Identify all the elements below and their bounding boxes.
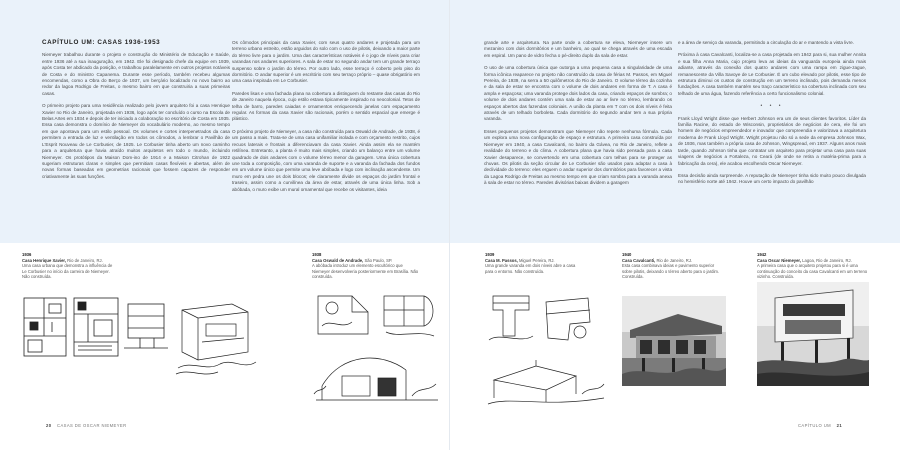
paragraph: Essa decisão ainda surpreende. A reputação de Niemeyer tinha sido muito pouco divulgada no hemisfério norte até 1942. Houve um certo impacto do pavilhão xyxy=(678,172,866,185)
caption-year: 1939 xyxy=(485,252,495,257)
paragraph: Os cômodos principais da casa Xavier, com seus quatro andares e projetada para um terreno urbano estreito, estão arguidos do solo com o uso de pilotis, deixando a maior parte do térreo livre para o jardim. Uma das características notáveis é o jogo de níveis para criar varandas nos andares superiores. A sala de estar no segundo andar tem um grande terraço suspenso sobre o jardim do térreo. Por outro lado, esse terraço é coberto pelo piso do dormitório. O andar superior é um escritório com seu terraço próprio – quase obrigatório em uma casa inspirada em Le Corbusier. xyxy=(232,40,420,84)
perspective-sketch xyxy=(312,346,442,406)
caption-year: 1940 xyxy=(622,252,632,257)
caption-1942 xyxy=(757,252,869,280)
caption-text: A primeira casa que o arquiteto projetou para si é uma continuação do conceito da casa Cavalcanti em um terreno vizinho. Construída. xyxy=(757,263,868,280)
paragraph: grande arte e arquitetura. Na parte onde a cobertura se eleva, Niemeyer insere um mezanino com dois dormitórios e um banheiro, ao qual se chega através de uma escada em espiral. Um pano de vidro fecha o pé-direito duplo da sala de estar. xyxy=(484,40,672,58)
paragraph: Frank Lloyd Wright disse que Herbert Johnson era um de seus clientes favoritos. Líder da família Racine, do estado de Wisconsin, proprietários de negócios de cera, ele foi um homem de negócios empreendedor e inovador que compreendia e valorizava a arquitetura moderna de Frank Lloyd Wright. Wright projetou não só a sede da empresa Johnson Wax, de 1936, mas também a própria casa de Johnson, Wingspread, em 1937. Alguns anos mais tarde, quando Johnson tinha que contratar um arquiteto para projetar uma casa para suas viagens de negócios a Fortaleza, no Ceará (de onde se retira a matéria-prima para a fabricação da cera), ele acabou escolhendo Oscar Niemeyer. xyxy=(678,115,866,166)
page-number: 20 xyxy=(46,423,52,428)
house-photo xyxy=(622,296,726,386)
section-drawing xyxy=(124,300,168,352)
caption-location: São Paulo, SP. xyxy=(363,257,393,263)
caption-1936 xyxy=(22,252,114,280)
caption-year: 1942 xyxy=(757,252,767,257)
left-footer xyxy=(42,423,127,428)
caption-text: Esta casa combinava ideias e pavimento superior sobre pilotis, deixando o térreo aberto para o jardim. Construída. xyxy=(622,263,720,280)
section-ornament: • • • xyxy=(760,103,784,110)
text-column-4 xyxy=(678,40,866,192)
page-number: 21 xyxy=(836,423,843,428)
running-head: CASAS DE OSCAR NIEMEYER xyxy=(57,423,127,428)
plan-sketch xyxy=(312,290,374,340)
caption-name: Casa Henrique Xavier, xyxy=(22,257,66,263)
paragraph: Niemeyer trabalhou durante o projeto e construção do Ministério de Educação e Saúde, entre 1936 até a sua inauguração, em 1942. Ele foi designado chefe da equipe em 1939, após Costa ter abdicado da posição, e trabalhou paralelamente em outros projetos notáveis de Costa e do ministro Capanema. Durante esse período, também recebeu algumas encomendas, como a Obra do Berço de 1937, um berçário localizado no novo bairro ao redor da lagoa Rodrigo de Freitas, o mesmo bairro em que construiria a suas primeiras casas. xyxy=(42,52,230,96)
caption-text: A abóbada introduz um elemento escultórico que Niemeyer desenvolveria posteriormente em Brasília. Não construída. xyxy=(312,263,419,280)
caption-year: 1938 xyxy=(312,252,322,257)
caption-1939 xyxy=(485,252,577,274)
caption-name: Casa Oscar Niemeyer, xyxy=(757,257,801,263)
paragraph: Próxima à casa Cavalcanti, localiza-se a casa projetada em 1942 para si, sua mulher Annita e sua filha Anna Maria, cujo projeto leva as ideias da vanguarda europeia ainda mais adiante, através da conexão dos quatro andares com uma rampa em zigue-zague, remanescente da Villa Savoye de Le Corbusier. É um cubo elevado por pilotis, esse tipo de estrutura diminui os custos de construção em um terreno inclinado, pois demanda menos fundações. A casa também mantém seu traço característico na cobertura inclinada com seu telhado de uma água, fazendo referência a certo funcionalismo colonial. xyxy=(678,52,866,96)
plan-sketch xyxy=(485,288,537,344)
caption-year: 1936 xyxy=(22,252,32,257)
caption-name: Casa M. Passos, xyxy=(485,257,518,263)
caption-name: Casa Cavalcanti, xyxy=(622,257,656,263)
floor-plan-drawing xyxy=(22,296,68,358)
perspective-sketch xyxy=(486,350,608,408)
caption-location: Rio de Janeiro, RJ. xyxy=(655,257,693,263)
plan-sketch xyxy=(540,292,596,346)
text-column-2 xyxy=(232,40,420,199)
text-column-1 xyxy=(42,40,230,186)
plan-sketch xyxy=(378,290,440,340)
perspective-sketch xyxy=(172,298,258,378)
text-column-3 xyxy=(484,40,672,193)
paragraph: O próximo projeto de Niemeyer, a casa não construída para Oswald de Andrade, de 1938, é um passo a mais. Trata-se de uma casa unifamiliar isolada e com orçamento restrito, cujos recuos laterais e frontais a diferenciavam da casa Xavier. Ainda assim ela se mantém retilínea. Entretanto, a planta é muito mais simples, criando um balanço entre um volume quadrado de dois andares com o volume térreo menor da garagem. Uma única cobertura une toda a composição, com uma varanda de suporte e a varanda da fachada dos fundos em um volume único que permite uma leve abóbada e logo com inclinação ascendente. Um muro em pedra une os dois blocos; ele claramente divide os espaços do jardim frontal e traseiro, assim como a curvilínea da área de estar, através de uma única linha. Sob a abóbada, o muro exibe um mural ornamental que recebe os visitantes, ideia xyxy=(232,128,420,192)
right-footer xyxy=(798,423,846,428)
caption-1940 xyxy=(622,252,722,280)
caption-name: Casa Oswald de Andrade, xyxy=(312,257,364,263)
gutter xyxy=(449,0,450,450)
caption-text: Uma grande varanda em dois níveis abre a casa para o entorno. Não construída. xyxy=(485,263,576,274)
caption-text: Uma casa urbana que demonstra a influência de Le Corbusier no início da carreira de Niemeyer. Não construída. xyxy=(22,263,113,280)
paragraph: Paredes lisas e uma fachada plana na cobertura a distinguem do restante das casas do Rio de Janeiro naquela época, cujo estilo estava tipicamente inspirado no neocolonial. Tetos de telha de barro, paredes caiadas e ornamentos enriquecendo janelas com espaçamento regular. As formas da casa Xavier são racionais, porém o sentido espacial que emerge é plástico. xyxy=(232,90,420,122)
paragraph: e a área de serviço da varanda, permitindo a circulação do ar e mantendo a vista livre. xyxy=(678,40,854,45)
paragraph: O primeiro projeto para uma residência realizado pelo jovem arquiteto foi a casa Henrique Xavier no Rio de Janeiro, projetada em 1936, logo após ter concluído o curso na Escola de Belas Artes em 1934 e depois de ter iniciado a colaboração no escritório de Costa em 1935. Essa casa demonstra o domínio de Niemeyer do vocabulário moderno, ao mesmo tempo em que apontava para um estilo pessoal. Os volumes e cortes interpenetrados da casa permitem a entrada de luz e ventilação em todos os cômodos, a lembrar o Pavilhão de L'Esprit Nouveau de Le Corbusier, de 1925. Le Corbusier tinha aberto um novo caminho para a arquitetura que havia atraído muitos arquitetos em todo o mundo, incluindo Niemeyer. Os protótipos da Maison Dom-ino de 1914 e a Maison Citrohan de 1922 sugeriam estruturas claras e simples que permitiam casas flexíveis e abertas, além de novas formas baseadas em geometrias racionais que fossem capazes de responder criativamente às suas funções. xyxy=(42,103,230,179)
chapter-title: CAPÍTULO UM: CASAS 1936-1953 xyxy=(42,39,161,46)
caption-location: Lagoa, Rio de Janeiro, RJ. xyxy=(801,257,852,263)
caption-location: Rio de Janeiro, RJ. xyxy=(66,257,103,263)
house-photo xyxy=(757,282,869,386)
caption-1938 xyxy=(312,252,420,280)
floor-plan-drawing xyxy=(72,296,120,358)
paragraph: O uso de uma cobertura única que outorga a uma pequena casa a singularidade de uma forma icônica reaparece no projeto não construído da casa de férias M. Passos, em Miguel Pereira, de 1939, na serra a 50 quilômetros do Rio de Janeiro. O volume térreo da cozinha e da sala de estar se encontra com o volume de dois andares em forma de T. A casa é ampla e espaçosa; uma varanda protege dois lados da casa, criando espaços de sombra; o volume de dois andares contém uma sala de estar ao ar livre no térreo, lembrando os espaços abertos das fazendas coloniais. A união da planta em T com os dois níveis é feita através de um telhado borboleta. Cada dormitório do segundo andar tem a sua própria varanda. xyxy=(484,65,672,122)
running-head: CAPÍTULO UM xyxy=(798,423,832,428)
caption-location: Miguel Pereira, RJ. xyxy=(517,257,555,263)
paragraph: Esses pequenos projetos demonstram que Niemeyer não repete nenhuma fórmula. Cada um explora uma nova configuração de espaço e estrutura. A primeira casa construída por Niemeyer em 1940, a casa Cavalcanti, no bairro da Gávea, no Rio de Janeiro, reflete a realidade do terreno e do clima. A cobertura plana que havia sido pensada para a casa Xavier desaparece, se convertendo em uma cobertura com telhas para se proteger as chuvas. Os pilotis da seção circular de Le Corbusier são usados para adaptar a casa à declividade do terreno: eles erguem o andar superior dos dormitórios para favorecer a vista da Lagoa Rodrigo de Freitas ao mesmo tempo em que criam sombra para a varanda anexa à sala de estar no térreo. Paredes divisórias baixas dividem a garagem xyxy=(484,128,672,186)
